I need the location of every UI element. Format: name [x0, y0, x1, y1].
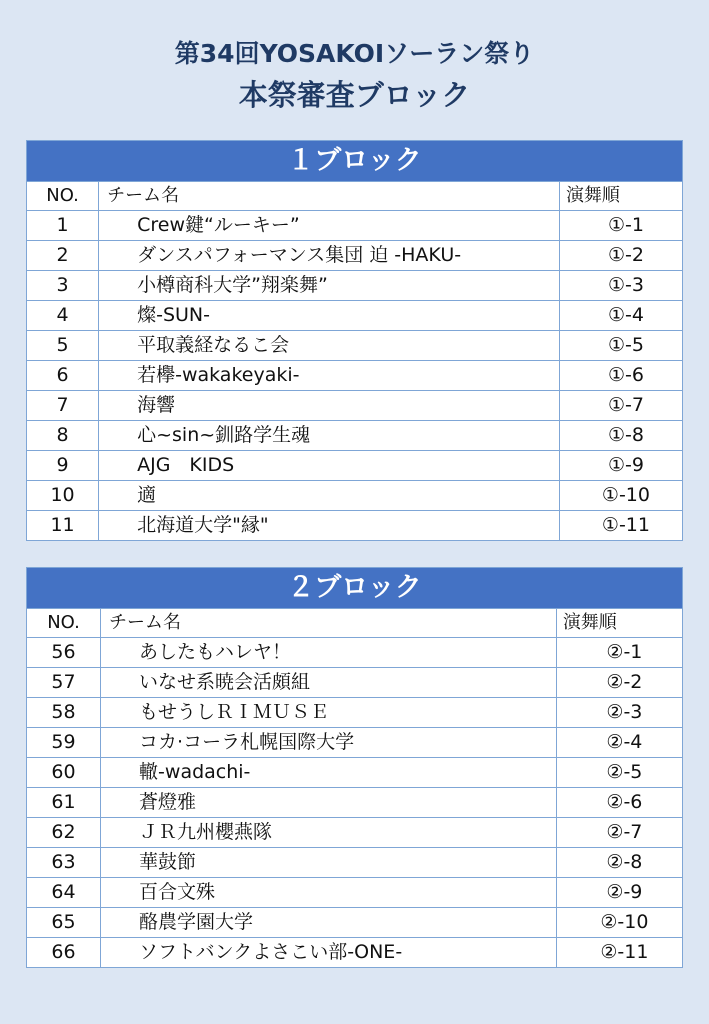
team-number: 8 [27, 421, 99, 451]
performance-order: ②-9 [556, 878, 682, 908]
block-table-1 [26, 140, 683, 541]
table-row [27, 511, 683, 541]
team-name: 小樽商科大学”翔楽舞” [99, 271, 560, 301]
team-name: もせうしＲＩＭＵＳＥ [101, 698, 557, 728]
block-table-2 [26, 567, 683, 968]
performance-order: ①-8 [559, 421, 682, 451]
team-number: 5 [27, 331, 99, 361]
table-row [27, 668, 683, 698]
performance-order: ②-11 [556, 938, 682, 968]
table-row [27, 391, 683, 421]
performance-order: ①-3 [559, 271, 682, 301]
performance-order: ①-6 [559, 361, 682, 391]
team-name: 百合文殊 [101, 878, 557, 908]
team-number: 61 [27, 788, 101, 818]
performance-order: ①-1 [559, 211, 682, 241]
team-name: ソフトバンクよさこい部-ONE- [101, 938, 557, 968]
column-header-order: 演舞順 [559, 182, 682, 211]
performance-order: ①-10 [559, 481, 682, 511]
performance-order: ②-7 [556, 818, 682, 848]
team-number: 9 [27, 451, 99, 481]
performance-order: ②-4 [556, 728, 682, 758]
table-row [27, 758, 683, 788]
team-name: 平取義経なるこ会 [99, 331, 560, 361]
team-name: 蒼燈雅 [101, 788, 557, 818]
team-name: コカ·コーラ札幌国際大学 [101, 728, 557, 758]
team-name: 若欅-wakakeyaki- [99, 361, 560, 391]
performance-order: ②-6 [556, 788, 682, 818]
team-number: 59 [27, 728, 101, 758]
team-name: ＪＲ九州櫻燕隊 [101, 818, 557, 848]
team-number: 1 [27, 211, 99, 241]
team-number: 10 [27, 481, 99, 511]
team-name: ダンスパフォーマンス集団 迫 -HAKU- [99, 241, 560, 271]
table-row [27, 331, 683, 361]
performance-order: ①-4 [559, 301, 682, 331]
table-row [27, 908, 683, 938]
performance-order: ①-2 [559, 241, 682, 271]
table-row [27, 421, 683, 451]
table-row [27, 728, 683, 758]
table-row [27, 698, 683, 728]
column-header-team: チーム名 [101, 609, 557, 638]
table-row [27, 301, 683, 331]
team-number: 65 [27, 908, 101, 938]
team-name: 燦-SUN- [99, 301, 560, 331]
column-header-no: NO. [27, 609, 101, 638]
team-number: 57 [27, 668, 101, 698]
column-header-team: チーム名 [99, 182, 560, 211]
team-number: 6 [27, 361, 99, 391]
performance-order: ②-10 [556, 908, 682, 938]
table-row [27, 271, 683, 301]
table-row [27, 451, 683, 481]
team-number: 56 [27, 638, 101, 668]
page-title: 第34回YOSAKOIソーラン祭り [174, 39, 535, 68]
team-number: 58 [27, 698, 101, 728]
team-number: 11 [27, 511, 99, 541]
team-name: あしたもハレヤ！ [101, 638, 557, 668]
team-name: 酪農学園大学 [101, 908, 557, 938]
team-number: 7 [27, 391, 99, 421]
team-name: 適 [99, 481, 560, 511]
table-row [27, 818, 683, 848]
performance-order: ②-2 [556, 668, 682, 698]
performance-order: ②-1 [556, 638, 682, 668]
table-row [27, 848, 683, 878]
team-number: 66 [27, 938, 101, 968]
table-row [27, 241, 683, 271]
column-header-no: NO. [27, 182, 99, 211]
performance-order: ①-7 [559, 391, 682, 421]
performance-order: ①-11 [559, 511, 682, 541]
team-name: AJG KIDS [99, 451, 560, 481]
column-header-order: 演舞順 [556, 609, 682, 638]
performance-order: ②-5 [556, 758, 682, 788]
performance-order: ①-5 [559, 331, 682, 361]
team-number: 60 [27, 758, 101, 788]
performance-order: ②-3 [556, 698, 682, 728]
team-number: 62 [27, 818, 101, 848]
team-name: 心~sin~釧路学生魂 [99, 421, 560, 451]
team-number: 3 [27, 271, 99, 301]
performance-order: ①-9 [559, 451, 682, 481]
table-row [27, 361, 683, 391]
block-header: ２ブロック [27, 568, 683, 609]
page-subtitle: 本祭審査ブロック [238, 78, 471, 112]
team-name: 華鼓節 [101, 848, 557, 878]
team-name: 轍-wadachi- [101, 758, 557, 788]
team-number: 63 [27, 848, 101, 878]
team-number: 4 [27, 301, 99, 331]
team-name: いなせ系暁会活頗組 [101, 668, 557, 698]
table-row [27, 211, 683, 241]
table-row [27, 788, 683, 818]
table-row [27, 878, 683, 908]
team-number: 2 [27, 241, 99, 271]
table-row [27, 938, 683, 968]
table-row [27, 638, 683, 668]
team-name: 北海道大学"縁" [99, 511, 560, 541]
performance-order: ②-8 [556, 848, 682, 878]
team-name: 海響 [99, 391, 560, 421]
block-header: １ブロック [27, 141, 683, 182]
team-name: Crew鍵“ルーキー” [99, 211, 560, 241]
team-number: 64 [27, 878, 101, 908]
table-row [27, 481, 683, 511]
